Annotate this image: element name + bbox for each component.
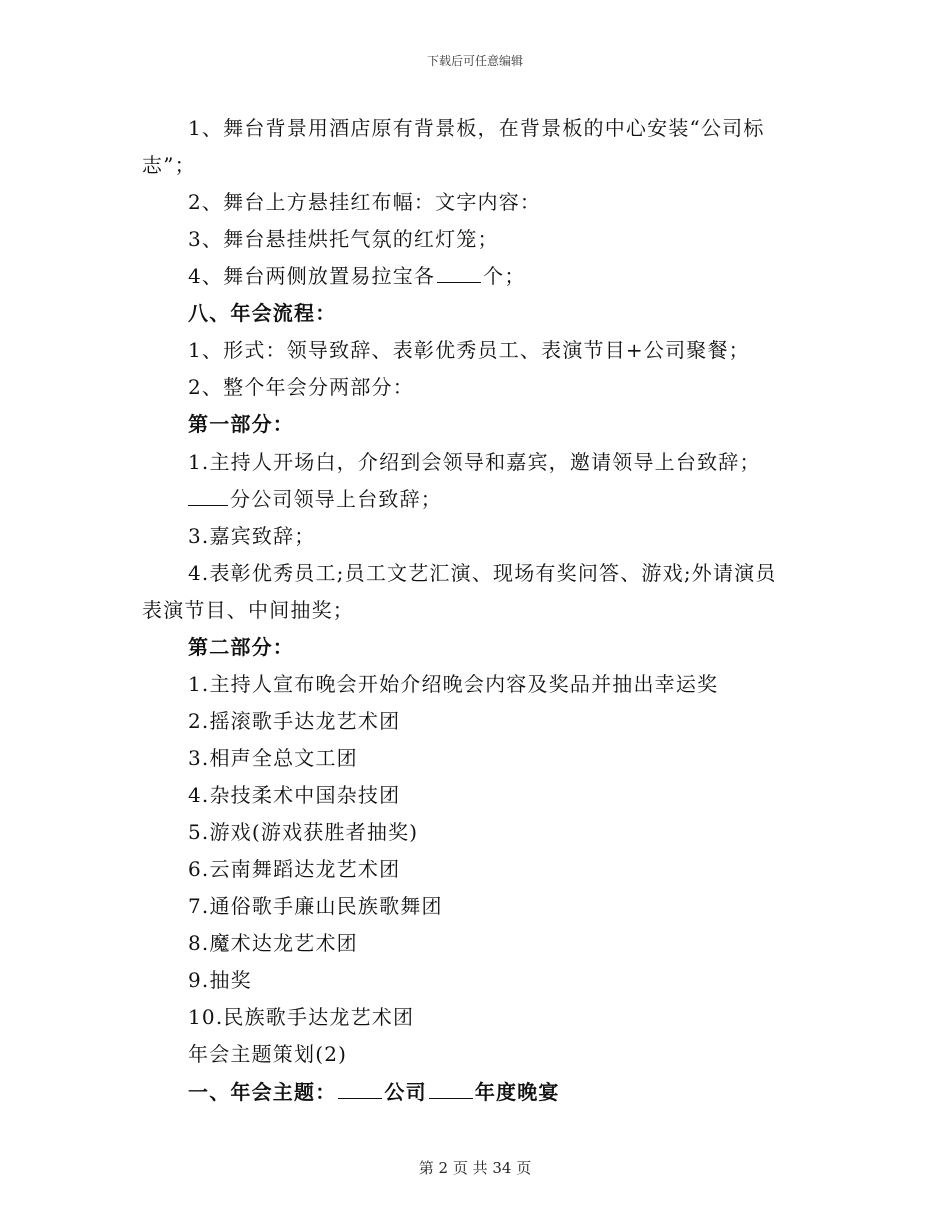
list-item: 1.主持人开场白，介绍到会领导和嘉宾，邀请领导上台致辞；: [188, 450, 761, 474]
subsection-heading: 第二部分：: [188, 635, 294, 659]
paragraph-line: 2、整个年会分两部分：: [188, 375, 414, 399]
list-item: 7.通俗歌手廉山民族歌舞团: [188, 894, 443, 918]
list-item: 1.主持人宣布晚会开始介绍晚会内容及奖品并抽出幸运奖: [188, 672, 719, 696]
line-text: 公司: [384, 1080, 427, 1104]
fill-in-blank: [338, 1080, 382, 1099]
list-item: [188, 486, 442, 512]
paragraph-line: [188, 263, 526, 289]
list-item: 3.相声全总文工团: [188, 746, 358, 770]
fill-in-blank: [188, 487, 228, 506]
paragraph-line: 3、舞台悬挂烘托气氛的红灯笼；: [188, 227, 499, 251]
fill-in-blank: [437, 264, 481, 283]
line-text: 分公司领导上台致辞；: [230, 487, 442, 511]
section-heading: [188, 1079, 560, 1105]
paragraph-line: 1、形式：领导致辞、表彰优秀员工、表演节目+公司聚餐；: [188, 338, 750, 362]
list-item: 9.抽奖: [188, 968, 252, 992]
line-text: 一、年会主题：: [188, 1080, 337, 1104]
list-item: 3.嘉宾致辞；: [188, 524, 316, 548]
paragraph-line: 志”；: [142, 153, 196, 177]
list-item: 4.杂技柔术中国杂技团: [188, 783, 401, 807]
list-item: 4.表彰优秀员工;员工文艺汇演、现场有奖问答、游戏;外请演员: [188, 561, 777, 585]
page-header: 下载后可任意编辑: [426, 54, 523, 68]
line-text: 4、舞台两侧放置易拉宝各: [188, 264, 436, 288]
paragraph-line: 表演节目、中间抽奖；: [142, 598, 354, 622]
list-item: 6.云南舞蹈达龙艺术团: [188, 857, 401, 881]
subsection-heading: 第一部分：: [188, 412, 294, 436]
list-item: 2.摇滚歌手达龙艺术团: [188, 709, 401, 733]
page-footer: 第 2 页 共 34 页: [418, 1159, 532, 1177]
fill-in-blank: [429, 1080, 473, 1099]
paragraph-line: 年会主题策划(2): [188, 1042, 348, 1066]
paragraph-line: 2、舞台上方悬挂红布幅：文字内容：: [188, 190, 542, 214]
line-text: 年度晚宴: [474, 1080, 560, 1104]
paragraph-line: 1、舞台背景用酒店原有背景板，在背景板的中心安装“公司标: [188, 116, 765, 140]
list-item: 10.民族歌手达龙艺术团: [188, 1005, 415, 1029]
section-heading: 八、年会流程：: [188, 301, 337, 325]
line-text: 个；: [483, 264, 526, 288]
list-item: 5.游戏(游戏获胜者抽奖): [188, 820, 419, 844]
list-item: 8.魔术达龙艺术团: [188, 931, 358, 955]
